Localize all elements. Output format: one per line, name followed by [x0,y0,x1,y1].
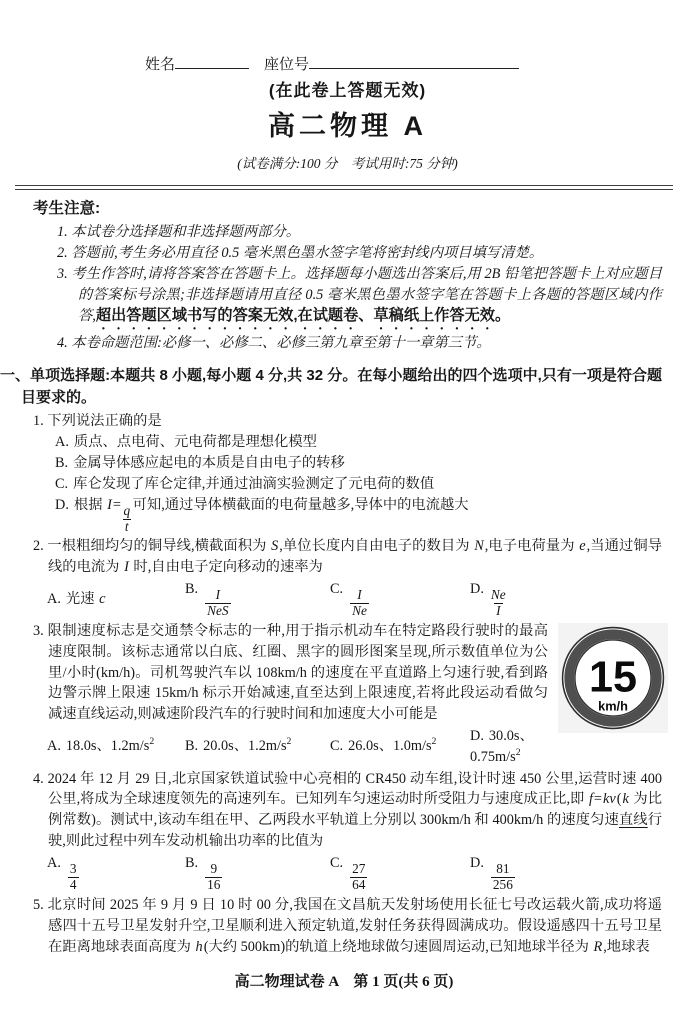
option-A: A. 质点、点电荷、元电荷都是理想化模型 [55,434,317,451]
question-text: 2. 一根粗细均匀的铜导线,横截面积为 S,单位长度内自由电子的数目为 N,电子电荷量为 e,当通过铜导线的电流为 I 时,自由电子定向移动的速率为 [33,537,663,575]
question-text: 4. 2024 年 12 月 29 日,北京国家铁道试验中心亮相的 CR450 动车组,设计时速 450 公里,运营时速 400 公里,将成为全球速度领先的高速列车。已知列车匀速运动时所受阻力与速度成正比,即 f=kv(k 为比例常数)。测试中,该动车组在甲、乙两段水平轨道上分别以 300km/h 和 400km/h 的速度匀速直线行驶,则此过程中列车发动机输出功率的比值为 [33,770,663,849]
fraction-denominator: 4 [69,877,77,893]
superscript: 2 [149,736,155,748]
underlined-text: 直线 [618,812,648,829]
option-label: B. [55,454,69,471]
fraction-numerator: q [123,503,131,519]
fraction-numerator: I [357,587,362,603]
question-5 [33,895,662,957]
option-B [185,853,330,894]
option-label: D. [470,854,484,871]
math-variable: S [271,537,279,554]
notice-heading: 考生注意: [33,200,101,218]
option-label: B. [185,738,199,755]
notice-item-2: 2. 答题前,考生务必用直径 0.5 毫米黑色墨水签字笔将密封线内项目填写清楚。 [57,245,544,262]
fraction-numerator: I [215,587,221,603]
fraction [68,862,79,893]
superscript: 2 [286,736,292,748]
option-B: B. 20.0s、$1.2m/s^2$ [185,736,292,755]
option-D: D. 根据 I= $\frac{q}{t}$ 可知,通过导体横截面的电荷量越多,导体中的电流越大 [55,496,469,535]
options-row [33,853,662,894]
fraction-denominator: 256 [492,877,513,893]
speed-sign-value: 15 [588,653,638,702]
page-footer: 高二物理试卷 A 第 1 页(共 6 页) [234,973,454,990]
fraction [491,862,515,893]
question-2 [33,536,662,620]
option-A: A. 光速 c [47,590,106,607]
fraction-numerator: Ne [490,587,506,603]
question-text: 3. 限制速度标志是交通禁令标志的一种,用于指示机动车在特定路段行驶时的最高速度限制。该标志通常以白底、红圈、黑字的圆形图案呈现,所示数值单位为公里/小时(km/h)。司机驾驶汽车以 108km/h 的速度在平直道路上匀速行驶,看到路边警示牌上限速 15km/h 标示开始减速,直至达到上限速度,若将此段运动看做匀减速直线运动,则减速阶段汽车的行驶时间和加速度大小可能是 [33,623,549,723]
option-D [470,579,662,620]
option-A: A. 18.0s、$1.2m/s^2$ [47,736,155,755]
math-variable: f [588,791,593,808]
fraction-numerator: 3 [69,861,77,877]
name-label: 姓名 [145,57,176,73]
fraction-denominator: t [124,519,129,535]
question-text: 5. 北京时间 2025 年 9 月 9 日 10 时 00 分,我国在文昌航天发射场使用长征七号改运载火箭,成功将遥感四十五号卫星发射升空,卫星顺利进入预定轨道,发射任务获得圆满成功。假设遥感四十五号卫星在距离地球表面高度为 h(大约 500km)的轨道上绕地球做匀速圆周运动,已知地球半径为 R,地球表 [33,897,662,955]
page-title: 高二物理 A [268,110,427,141]
speed-limit-sign [558,623,668,733]
option-A [47,853,185,894]
notice-item-1: 1. 本试卷分选择题和非选择题两部分。 [57,224,301,241]
math-variable: I [124,558,129,575]
option-label: D. [470,580,484,597]
question-1 [33,411,662,536]
option-label: A. [47,590,61,607]
speed-sign-unit: km/h [598,698,628,714]
fraction [205,862,222,893]
question-text: 1. 下列说法正确的是 [33,413,162,430]
paper-subtitle: (试卷满分:100 分 考试用时:75 分钟) [237,155,458,171]
option-label: C. [330,738,344,755]
option-C [330,579,470,620]
notice-item-4: 4. 本卷命题范围:必修一、必修二、必修三第九章至第十一章第三节。 [57,334,491,351]
invalid-note: (在此卷上答题无效) [268,80,427,100]
option-label: A. [47,738,61,755]
math-variable: h [195,938,203,955]
question-3 [33,621,662,768]
math-variable: N [474,537,484,554]
option-label: C. [55,475,69,492]
questions [0,411,688,957]
math-variable: I [107,496,112,513]
option-C: C. 26.0s、$1.0m/s^2$ [330,736,437,755]
option-C [330,853,470,894]
speed-sign-graphic [561,626,665,730]
option-label: C. [330,854,344,871]
option-label: A. [47,854,61,871]
fraction-denominator: NeS [207,603,229,619]
fraction [350,862,367,893]
options-row [33,726,548,768]
fraction-denominator: 64 [352,877,366,893]
name-seat-line [0,54,688,76]
notice-item-3: 3. 考生作答时,请将答案答在答题卡上。选择题每小题选出答案后,用 2B 铅笔把答题卡上对应题目的答案标号涂黑;非选择题请用直径 0.5 毫米黑色墨水签字笔在答题卡上各题的答题区域内作答,超出答题区域书写的答案无效,在试题卷、草稿纸上作答无效。 [57,265,662,324]
math-variable: kv [603,791,616,808]
fraction [350,588,369,619]
math-variable: R [593,938,603,955]
math-variable: e [579,537,586,554]
fraction [491,588,506,619]
option-B [185,579,330,620]
header-divider [15,185,673,190]
seat-blank-field [309,54,519,69]
fraction-denominator: 16 [207,877,221,893]
option-D: D. 30.0s、$0.75m/s^2$ [470,727,534,765]
superscript: 2 [431,736,437,748]
options-row [33,579,662,620]
fraction-numerator: 27 [352,861,366,877]
math-variable: c [99,590,106,607]
option-label: D. [470,727,484,744]
fraction [123,504,131,535]
fraction [205,588,230,619]
name-blank-field [175,54,249,69]
option-label: A. [55,434,69,451]
fraction-numerator: 9 [210,861,218,877]
option-label: B. [185,580,199,597]
math-variable: k [622,791,629,808]
option-label: C. [330,580,344,597]
option-D [470,853,662,894]
emphasized-warning-text: 超出答题区域书写的答案无效,在试题卷、草稿纸上作答无效。 [95,306,511,324]
examinee-notice [0,198,688,353]
fraction-denominator: I [496,603,501,619]
notice-list [57,222,662,353]
section-heading: 一、单项选择题:本题共 8 小题,每小题 4 分,共 32 分。在每小题给出的四个选项中,只有一项是符合题目要求的。 [0,367,662,407]
option-label: D. [55,496,69,513]
superscript: 2 [515,747,521,759]
question-4 [33,769,662,895]
option-B: B. 金属导体感应起电的本质是自由电子的转移 [55,454,345,471]
fraction-denominator: Ne [352,603,367,619]
option-C: C. 库仑发现了库仑定律,并通过油滴实验测定了元电荷的数值 [55,475,435,492]
seat-label: 座位号 [264,57,310,73]
fraction-numerator: 81 [496,861,510,877]
option-label: B. [185,854,199,871]
